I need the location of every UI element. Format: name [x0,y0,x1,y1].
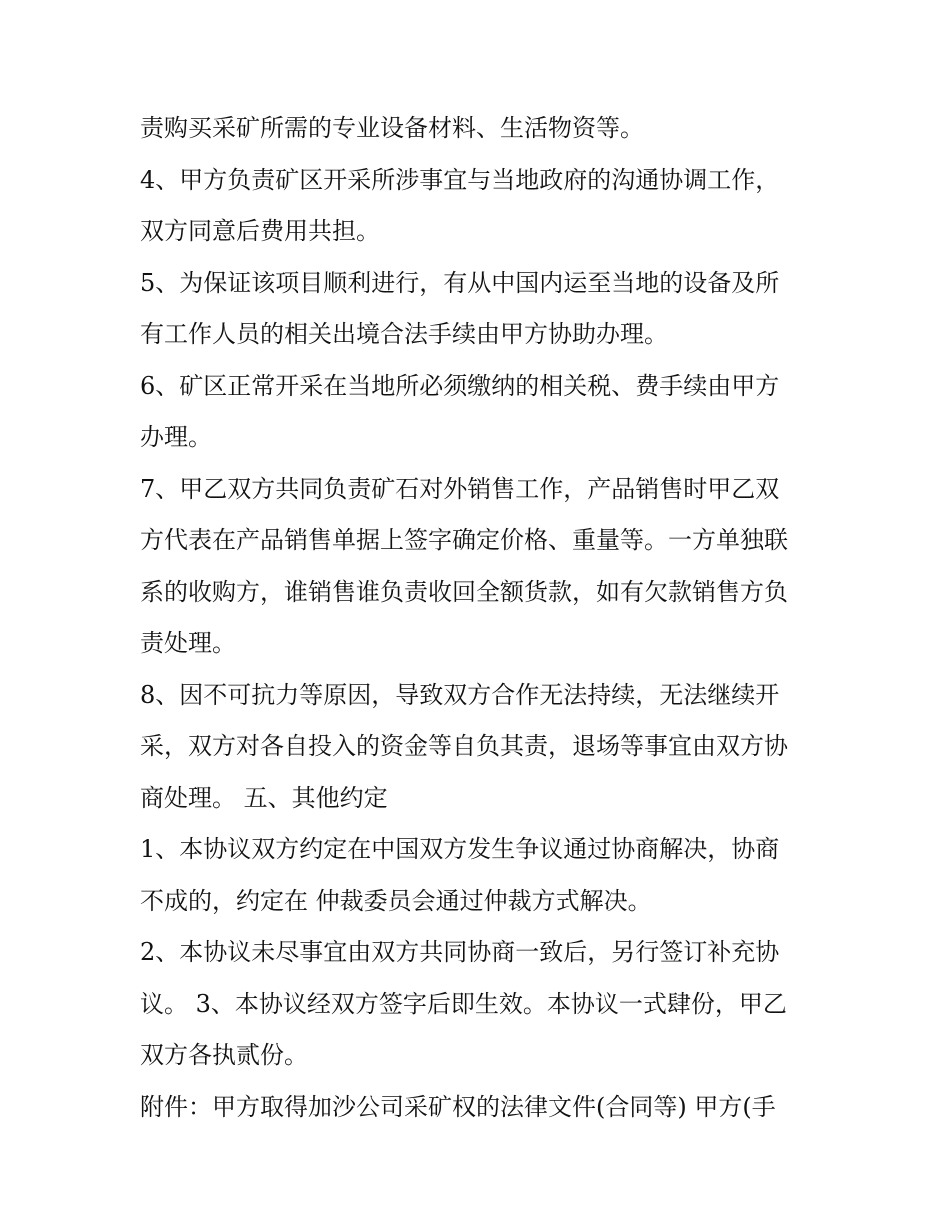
text-line: 4、甲方负责矿区开采所涉事宜与当地政府的沟通协调工作， [140,166,780,194]
text-line: 8、因不可抗力等原因，导致双方合作无法持续，无法继续开 [140,681,780,709]
text-line: 7、甲乙双方共同负责矿石对外销售工作，产品销售时甲乙双 [140,475,780,503]
text-line: 2、本协议未尽事宜由双方共同协商一致后，另行签订补充协 [140,938,780,966]
text-line: 有工作人员的相关出境合法手续由甲方协助办理。 [140,320,668,348]
text-line: 议。 3、本协议经双方签字后即生效。本协议一式肆份，甲乙 [140,990,787,1018]
text-line: 双方同意后费用共担。 [140,217,380,245]
text-line: 5、为保证该项目顺利进行，有从中国内运至当地的设备及所 [140,269,780,297]
text-line: 责购买采矿所需的专业设备材料、生活物资等。 [140,114,644,142]
text-line: 方代表在产品销售单据上签字确定价格、重量等。一方单独联 [140,526,788,554]
text-line: 商处理。 五、其他约定 [140,784,388,812]
text-line: 责处理。 [140,629,236,657]
text-line: 采，双方对各自投入的资金等自负其责，退场等事宜由双方协 [140,732,788,760]
text-line: 不成的，约定在 仲裁委员会通过仲裁方式解决。 [140,887,652,915]
text-line: 系的收购方，谁销售谁负责收回全额货款，如有欠款销售方负 [140,578,788,606]
text-line: 双方各执贰份。 [140,1041,308,1069]
text-line: 1、本协议双方约定在中国双方发生争议通过协商解决，协商 [140,835,780,863]
text-line: 办理。 [140,423,212,451]
text-line: 6、矿区正常开采在当地所必须缴纳的相关税、费手续由甲方 [140,372,780,400]
text-line: 附件：甲方取得加沙公司采矿权的法律文件(合同等) 甲方(手 [140,1093,776,1121]
